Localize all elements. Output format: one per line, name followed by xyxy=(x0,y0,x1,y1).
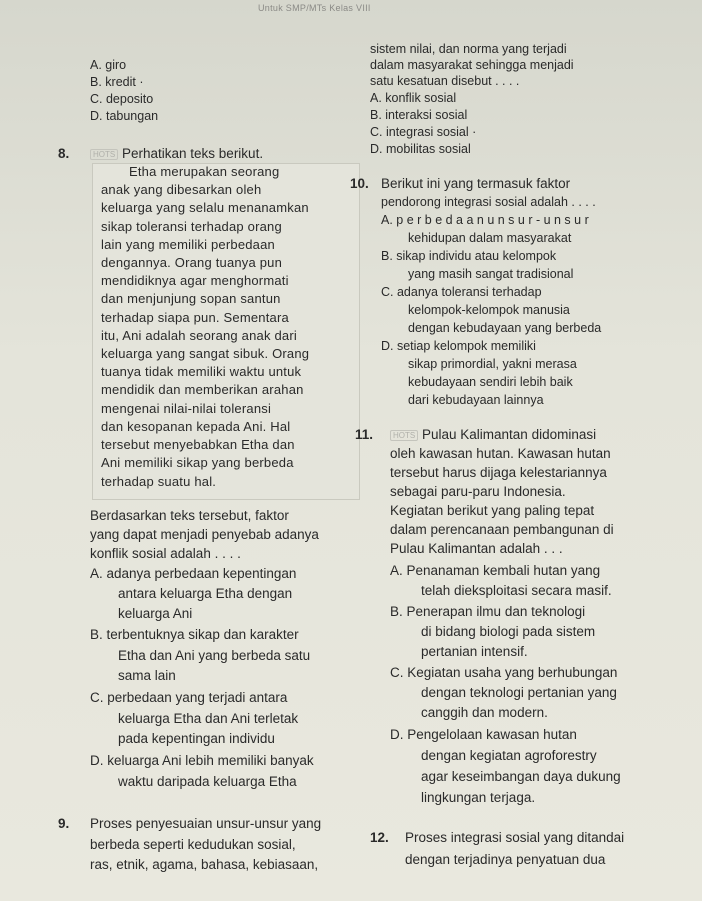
q8-intro xyxy=(90,146,263,162)
q9-line: Proses penyesuaian unsur-unsur yang xyxy=(90,816,322,831)
q8-intro-text: Perhatikan teks berikut. xyxy=(122,146,264,161)
q8-number: 8. xyxy=(58,146,70,161)
q7-option-c: C. deposito xyxy=(90,92,154,106)
q7-option-d: D. tabungan xyxy=(90,109,159,123)
q11-option-b: B. Penerapan ilmu dan teknologi xyxy=(390,604,586,619)
prev-question-line: sistem nilai, dan norma yang terjadi xyxy=(370,42,567,56)
q9-line: ras, etnik, agama, bahasa, kebiasaan, xyxy=(90,857,319,872)
passage-line: itu, Ani adalah seorang anak dari xyxy=(101,328,297,343)
q8-passage-box xyxy=(92,163,360,500)
hots-badge: HOTS xyxy=(90,149,118,160)
passage-line: terhadap suatu hal. xyxy=(101,474,217,489)
passage-line: anak yang dibesarkan oleh xyxy=(101,182,262,197)
q8-question-line: yang dapat menjadi penyebab adanya xyxy=(90,527,319,542)
prev-option-c: C. integrasi sosial · xyxy=(370,125,477,139)
q8-option-a-cont: keluarga Ani xyxy=(118,606,193,621)
q10-option-d: D. setiap kelompok memiliki xyxy=(381,339,536,353)
passage-line: dengannya. Orang tuanya pun xyxy=(101,255,283,270)
q12-number: 12. xyxy=(370,830,389,845)
page-header: Untuk SMP/MTs Kelas VIII xyxy=(258,3,371,13)
q11-option-d-cont: dengan kegiatan agroforestry xyxy=(421,748,597,763)
q11-line: tersebut harus dijaga kelestariannya xyxy=(390,465,607,480)
prev-option-a: A. konflik sosial xyxy=(370,91,457,105)
q10-option-b: B. sikap individu atau kelompok xyxy=(381,249,557,263)
q8-option-b-cont: Etha dan Ani yang berbeda satu xyxy=(118,648,311,663)
q11-line: dalam perencanaan pembangunan di xyxy=(390,522,614,537)
passage-line: mendidik dan memberikan arahan xyxy=(101,382,304,397)
q10-option-d-cont: dari kebudayaan lainnya xyxy=(408,393,544,407)
q10-option-d-cont: sikap primordial, yakni merasa xyxy=(408,357,577,371)
q12-line: dengan terjadinya penyatuan dua xyxy=(405,852,606,867)
q9-number: 9. xyxy=(58,816,70,831)
passage-line: terhadap siapa pun. Sementara xyxy=(101,310,289,325)
q8-question-line: konflik sosial adalah . . . . xyxy=(90,546,241,561)
q8-option-a: A. adanya perbedaan kepentingan xyxy=(90,566,297,581)
passage-line: tersebut menyebabkan Etha dan xyxy=(101,437,295,452)
q8-option-c-cont: keluarga Etha dan Ani terletak xyxy=(118,711,299,726)
hots-badge: HOTS xyxy=(390,430,418,441)
q8-option-c-cont: pada kepentingan individu xyxy=(118,731,275,746)
q12-line: Proses integrasi sosial yang ditandai xyxy=(405,830,625,845)
passage-line: tuanya tidak memiliki waktu untuk xyxy=(101,364,302,379)
q8-option-c: C. perbedaan yang terjadi antara xyxy=(90,690,288,705)
q11-option-b-cont: di bidang biologi pada sistem xyxy=(421,624,596,639)
q10-line: pendorong integrasi sosial adalah . . . . xyxy=(381,195,596,209)
q11-line: sebagai paru-paru Indonesia. xyxy=(390,484,566,499)
q11-option-a-cont: telah dieksploitasi secara masif. xyxy=(421,583,612,598)
q11-line: Kegiatan berikut yang paling tepat xyxy=(390,503,595,518)
q10-option-a-cont: kehidupan dalam masyarakat xyxy=(408,231,572,245)
q11-option-b-cont: pertanian intensif. xyxy=(421,644,528,659)
prev-option-b: B. interaksi sosial xyxy=(370,108,468,122)
passage-line: sikap toleransi terhadap orang xyxy=(101,219,282,234)
q11-option-c-cont: dengan teknologi pertanian yang xyxy=(421,685,617,700)
prev-question-line: dalam masyarakat sehingga menjadi xyxy=(370,58,574,72)
prev-option-d: D. mobilitas sosial xyxy=(370,142,471,156)
q11-option-c: C. Kegiatan usaha yang berhubungan xyxy=(390,665,618,680)
q10-option-c: C. adanya toleransi terhadap xyxy=(381,285,542,299)
q11-option-c-cont: canggih dan modern. xyxy=(421,705,548,720)
q8-option-b: B. terbentuknya sikap dan karakter xyxy=(90,627,299,642)
q10-option-d-cont: kebudayaan sendiri lebih baik xyxy=(408,375,573,389)
passage-line: dan menjunjung sopan santun xyxy=(101,291,281,306)
q11-option-d: D. Pengelolaan kawasan hutan xyxy=(390,727,577,742)
q10-option-c-cont: dengan kebudayaan yang berbeda xyxy=(408,321,602,335)
q8-option-d: D. keluarga Ani lebih memiliki banyak xyxy=(90,753,314,768)
q11-option-d-cont: agar keseimbangan daya dukung xyxy=(421,769,621,784)
q7-option-b: B. kredit · xyxy=(90,75,144,89)
passage-line: mengenai nilai-nilai toleransi xyxy=(101,401,272,416)
q8-option-b-cont: sama lain xyxy=(118,668,176,683)
passage-line: Ani memiliki sikap yang berbeda xyxy=(101,455,294,470)
q11-option-a: A. Penanaman kembali hutan yang xyxy=(390,563,601,578)
passage-line: lain yang memiliki perbedaan xyxy=(101,237,275,252)
q11-line-1 xyxy=(390,427,596,443)
passage-line: keluarga yang sangat sibuk. Orang xyxy=(101,346,310,361)
passage-line: Etha merupakan seorang xyxy=(129,164,280,179)
q10-number: 10. xyxy=(350,176,369,191)
q11-line: Pulau Kalimantan adalah . . . xyxy=(390,541,563,556)
q11-line-text: Pulau Kalimantan didominasi xyxy=(422,427,597,442)
q9-line: berbeda seperti kedudukan sosial, xyxy=(90,837,296,852)
passage-line: mendidiknya agar menghormati xyxy=(101,273,289,288)
q7-option-a: A. giro xyxy=(90,58,127,72)
passage-line: dan kesopanan kepada Ani. Hal xyxy=(101,419,291,434)
q8-question-line: Berdasarkan teks tersebut, faktor xyxy=(90,508,289,523)
passage-line: keluarga yang selalu menanamkan xyxy=(101,200,309,215)
q11-line: oleh kawasan hutan. Kawasan hutan xyxy=(390,446,611,461)
q11-number: 11. xyxy=(355,427,374,442)
q10-option-c-cont: kelompok-kelompok manusia xyxy=(408,303,570,317)
q10-line: Berikut ini yang termasuk faktor xyxy=(381,176,571,191)
q8-option-a-cont: antara keluarga Etha dengan xyxy=(118,586,293,601)
prev-question-line: satu kesatuan disebut . . . . xyxy=(370,74,520,88)
q10-option-a: A. p e r b e d a a n u n s u r - u n s u r xyxy=(381,213,589,227)
q11-option-d-cont: lingkungan terjaga. xyxy=(421,790,536,805)
q8-option-d-cont: waktu daripada keluarga Etha xyxy=(118,774,297,789)
q10-option-b-cont: yang masih sangat tradisional xyxy=(408,267,574,281)
